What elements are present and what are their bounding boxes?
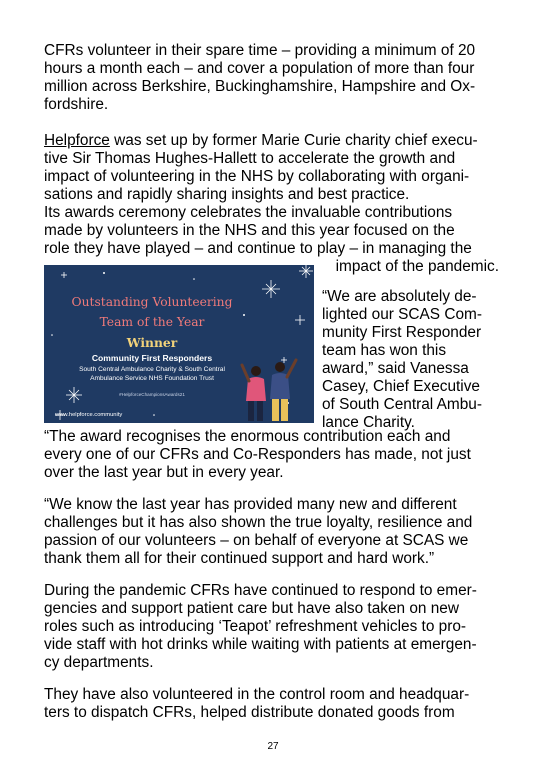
paragraph-control-room <box>44 686 499 722</box>
text-line: award,” said Vanessa <box>322 360 469 377</box>
text-line: They have also volunteered in the control room and headquar- <box>44 686 470 703</box>
text-line: impact of volunteering in the NHS by collaborating with organi- <box>44 168 470 185</box>
text-line: “We know the last year has provided many new and different <box>44 496 457 513</box>
helpforce-link[interactable]: Helpforce <box>44 132 110 149</box>
paragraph-cfr-volunteers <box>44 42 499 114</box>
award-result: Winner <box>126 335 178 350</box>
text-line: passion of our volunteers – on behalf of everyone at SCAS we <box>44 532 469 549</box>
quote-vanessa-casey <box>322 288 502 432</box>
text-line: lance Charity. <box>322 414 415 431</box>
text-line: Casey, Chief Executive <box>322 378 480 395</box>
text-line: lighted our SCAS Com- <box>322 306 482 323</box>
award-title-line: Team of the Year <box>99 315 205 329</box>
paragraph-pandemic-roles <box>44 582 499 672</box>
text-line: over the last year but in every year. <box>44 464 284 481</box>
text-line: CFRs volunteer in their spare time – providing a minimum of 20 <box>44 42 476 59</box>
text-line: role they have played – and continue to play – in managing the <box>44 240 472 257</box>
text-line: hours a month each – and cover a population of more than four <box>44 60 475 77</box>
text-line <box>44 132 499 150</box>
paragraph-last-year <box>44 496 499 568</box>
text-line: million across Berkshire, Buckinghamshire, Hampshire and Ox- <box>44 78 476 95</box>
text-line: of South Central Ambu- <box>322 396 482 413</box>
text-line: impact of the pandemic. <box>335 258 499 275</box>
text-line: sations and rapidly sharing insights and best practice. <box>44 186 410 203</box>
text-line: vide staff with hot drinks while waiting with patients at emergen- <box>44 636 477 653</box>
award-org-line: Ambulance Service NHS Foundation Trust <box>90 375 214 382</box>
text-line-rest: was set up by former Marie Curie charity chief execu- <box>109 132 478 149</box>
text-line: gencies and support patient care but have also taken on new <box>44 600 459 617</box>
award-image <box>44 265 314 423</box>
text-line: thank them all for their continued support and hard work.” <box>44 550 435 567</box>
paragraph-award-recognises <box>44 428 499 482</box>
text-line: made by volunteers in the NHS and this year focused on the <box>44 222 455 239</box>
text-line: every one of our CFRs and Co-Responders has made, not just <box>44 446 471 463</box>
text-line: Its awards ceremony celebrates the invaluable contributions <box>44 204 453 221</box>
text-line: During the pandemic CFRs have continued to respond to emer- <box>44 582 477 599</box>
text-line: ters to dispatch CFRs, helped distribute donated goods from <box>44 704 455 721</box>
text-line: “The award recognises the enormous contribution each and <box>44 428 451 445</box>
award-url: www.helpforce.community <box>55 412 123 418</box>
award-title-line: Outstanding Volunteering <box>71 295 233 309</box>
text-line: fordshire. <box>44 96 109 113</box>
text-line: munity First Responder <box>322 324 482 341</box>
award-team: Community First Responders <box>91 353 213 363</box>
text-line: “We are absolutely de- <box>322 288 477 305</box>
text-line: tive Sir Thomas Hughes-Hallett to accelerate the growth and <box>44 150 456 167</box>
award-org-line: South Central Ambulance Charity & South Central <box>79 366 225 373</box>
celebrating-people-icon <box>236 357 306 423</box>
text-line: roles such as introducing ‘Teapot’ refreshment vehicles to pro- <box>44 618 467 635</box>
text-line: challenges but it has also shown the true loyalty, resilience and <box>44 514 473 531</box>
award-hashtag: #HelpforceChampionsAwards21 <box>119 392 185 397</box>
text-line: cy departments. <box>44 654 154 671</box>
page-number: 27 <box>267 741 279 752</box>
text-line: team has won this <box>322 342 447 359</box>
paragraph-helpforce <box>44 132 499 275</box>
